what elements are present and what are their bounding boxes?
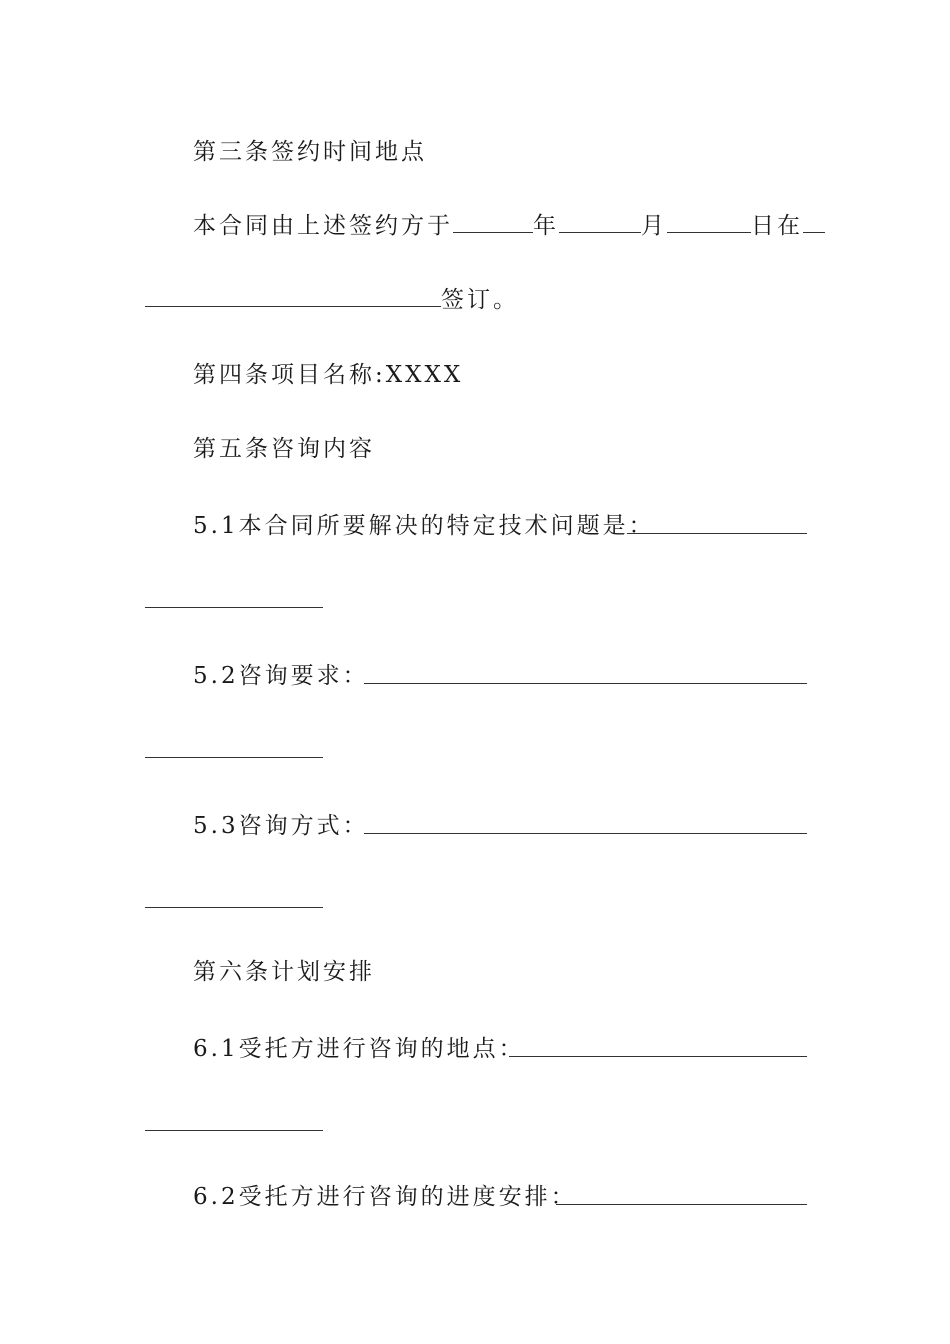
article6-heading: 第六条计划安排 xyxy=(193,959,375,985)
year-label: 年 xyxy=(533,213,559,239)
article6-item2: 6.2受托方进行咨询的进度安排： xyxy=(193,1184,577,1210)
article5-item2: 5.2咨询要求： xyxy=(193,663,369,689)
article5-item3-blank[interactable] xyxy=(364,833,807,834)
article4-heading: 第四条项目名称:XXXX xyxy=(193,362,464,388)
article3-sign-date-line xyxy=(193,211,825,241)
signed-label: 签订。 xyxy=(441,287,519,313)
article5-item2-blank[interactable] xyxy=(364,683,807,684)
day-at-label: 日在 xyxy=(751,213,803,239)
month-label: 月 xyxy=(641,213,667,239)
place-blank[interactable] xyxy=(145,305,441,307)
year-blank[interactable] xyxy=(453,231,533,233)
month-blank[interactable] xyxy=(559,231,641,233)
day-blank[interactable] xyxy=(667,231,751,233)
article5-item1-blank-continued[interactable] xyxy=(145,607,323,608)
article6-item2-blank[interactable] xyxy=(556,1204,807,1205)
article5-item2-blank-continued[interactable] xyxy=(145,757,323,758)
article3-heading: 第三条签约时间地点 xyxy=(193,139,427,165)
article6-item1-blank-continued[interactable] xyxy=(145,1130,323,1131)
article5-item3-blank-continued[interactable] xyxy=(145,907,323,908)
article5-item1-blank[interactable] xyxy=(627,533,807,534)
article6-item1-blank[interactable] xyxy=(509,1056,807,1057)
article5-item1: 5.1本合同所要解决的特定技术问题是： xyxy=(193,513,655,539)
article5-item3: 5.3咨询方式： xyxy=(193,813,369,839)
article6-item1: 6.1受托方进行咨询的地点： xyxy=(193,1036,525,1062)
article5-heading: 第五条咨询内容 xyxy=(193,436,375,462)
article3-place-line xyxy=(145,285,519,315)
place-blank-start[interactable] xyxy=(803,231,825,233)
article3-text-prefix: 本合同由上述签约方于 xyxy=(193,213,453,239)
